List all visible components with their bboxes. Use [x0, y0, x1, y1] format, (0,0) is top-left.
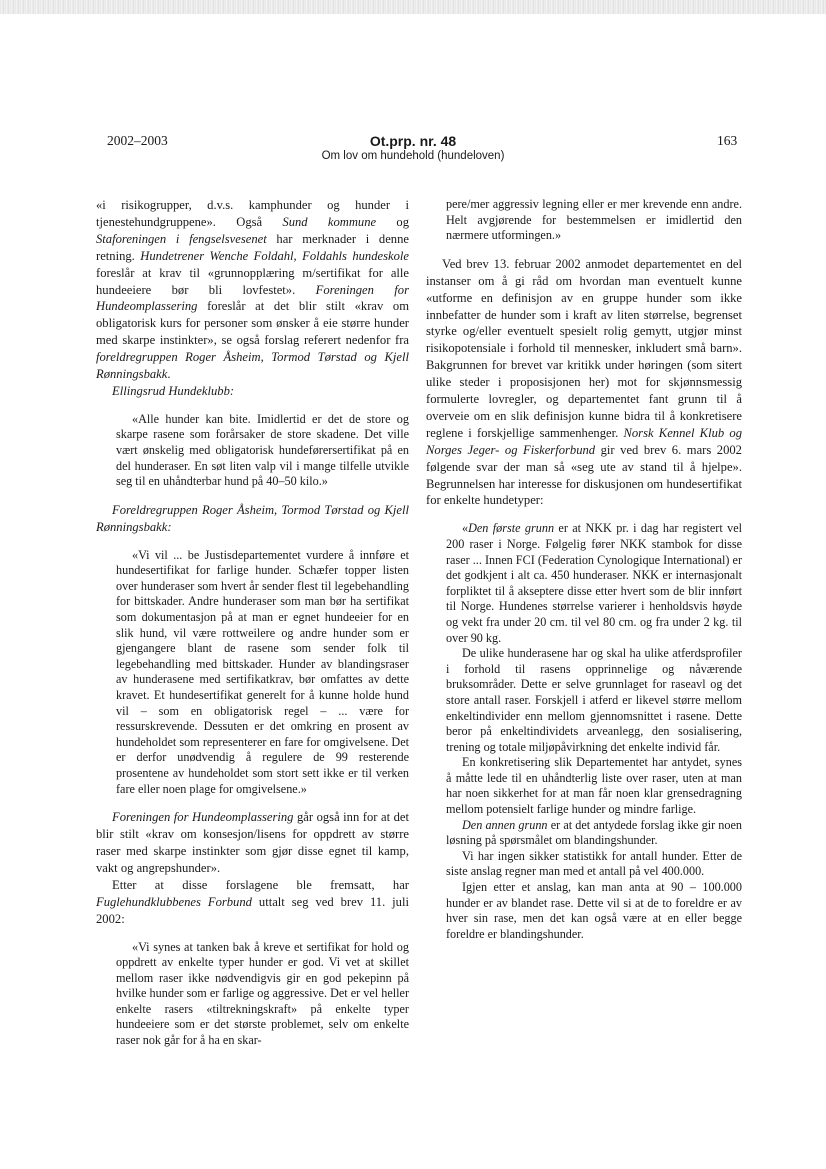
header-center — [0, 133, 826, 164]
quote-paragraph: Den annen grunn er at det antydede forslag ikke gir noen løsning på spørsmålet om blandingshunder. — [446, 817, 742, 848]
scan-border — [0, 0, 826, 14]
right-column — [426, 197, 742, 954]
quote-paragraph: Igjen etter et anslag, kan man anta at 90 – 100.000 hunder er av blandet rase. Dette vil si at de to foreldre er av hver sin rase, men det kan også være at en eller begge foreldre er blandingshunder. — [446, 880, 742, 941]
header-year: 2002–2003 — [107, 133, 168, 148]
quote-block: «Vi synes at tanken bak å kreve et sertifikat for hold og oppdrett av enkelte typer hunder er god. Vi vet at skillet mellom raser ikke nødvendigvis gir en god pekepinn på hvilke hunder som er farlige og aggressive. Det er vel heller enkelte rasers «tiltrekningskraft» på enkelte typer hundeeiere som er det største problemet, selv om enkelte raser nok går for å ha en skar- — [116, 939, 409, 1048]
document-title: Ot.prp. nr. 48 — [369, 133, 457, 149]
quote-block — [446, 521, 742, 942]
quote-continuation: pere/mer aggressiv legning eller er mer krevende enn andre. Helt avgjørende for bestemmelsen er imidlertid den nærmere utformingen.» — [446, 197, 742, 243]
quote-paragraph: Vi har ingen sikker statistikk for antall hunder. Etter de siste anslag regner man med et antall på vel 400.000. — [446, 848, 742, 879]
document-subtitle: Om lov om hundehold (hundeloven) — [321, 150, 505, 162]
page-number: 163 — [717, 133, 738, 148]
source-heading: Foreldregruppen Roger Åsheim, Tormod Tørstad og Kjell Rønningsbakk: — [96, 502, 409, 534]
paragraph: «i risikogrupper, d.v.s. kamphunder og hunder i tjenestehundgruppene». Også Sund kommune og Staforeningen i fengselsvesenet har merknader i denne retning. Hundetrener Wenche Foldahl, Foldahls hundeskole foreslår at krav til «grunnopplæring m/sertifikat for alle hundeeiere bør bli lovfestet». Foreningen for Hundeomplassering foreslår at det blir stilt «krav om obligatorisk kurs for personer som ønsker å eie større hunder med skarpe instinkter», se også forslag referert nedenfor fra foreldregruppen Roger Åsheim, Tormod Tørstad og Kjell Rønningsbakk. — [96, 198, 409, 382]
quote-paragraph: En konkretisering slik Departementet har antydet, synes å måtte lede til en uhåndterlig liste over raser, uten at man har noen sikkerhet for at man får noen klar grensedragning mellom potensielt farlige hunder og mindre farlige. — [446, 755, 742, 817]
quote-block: «Alle hunder kan bite. Imidlertid er det de store og skarpe rasene som forårsaker de store skadene. Det ville vært ønskelig med obligatorisk hundeførersertifikat på en del hunderaser. En søt liten valp vil i mange tilfelle utvikle seg til en uhåndterbar hund på 40–50 kilo.» — [116, 411, 409, 489]
quote-block: «Vi vil ... be Justisdepartementet vurdere å innføre et hundesertifikat for farlige hunder. Schæfer topper listen over hunderaser som hvert år sender flest til legebehandling for bittskader. Andre hunderaser som man bør ha sertifikat som dokumentasjon på at man er egnet hundeeier for en slik hund, vil være rottweilere og andre hunder som er gjengangere blant de rasene som sender folk til legebehandling med bittskader. Hunder av blandingsraser av hunderasene med sertifikatkrav, bør omfattes av dette kravet. Et hundesertifikat generelt for å kunne holde hund vil – som en obligatorisk regel – ... være for ressurskrevende. Dessuten er det omkring en prosent av hundeholdet som representerer en fare for omgivelsene. Det er derfor unødvendig å regulere de 99 resterende prosentene av hundeholdet som stort sett ikke er til verken fare eller noen plage for omgivelsene.» — [116, 547, 409, 796]
quote-paragraph: De ulike hunderasene har og skal ha ulike atferdsprofiler i forhold til rasens opprinnelige og nåværende bruksområder. Dette er selve grunnlaget for raseavl og det store antall raser. Forskjell i atferd er likevel større mellom enkeltindivider enn mellom gjennomsnittet i rasene. Dette beror på enkeltindividets arveanlegg, den sosialisering, trening og totale miljøpåvirkning det enkelte individ får. — [446, 646, 742, 754]
paragraph: Ved brev 13. februar 2002 anmodet departementet en del instanser om å gi råd om hvordan man eventuelt kunne «utforme en definisjon av en gruppe hunder som ikke innbefatter de hunder som i kraft av liten størrelse, begrenset styrke og/eller eventuelt spesielt rolig gemytt, utgjør minst risikopotensiale i forhold til mennesker, inkludert små barn». Bakgrunnen for brevet var kritikk under høringen (som sitert ulike steder i proposisjonen her) mot for skjønnsmessig formulerte lovregler, og departementet fant grunn til å overveie om en slik definisjon kunne bidra til å konkretisere reglene i forskjellige sammenhenger. Norsk Kennel Klub og Norges Jeger- og Fiskerforbund gir ved brev 6. mars 2002 følgende svar der man så «seg ute av stand til å hjelpe». Begrunnelsen har interesse for diskusjonen om hundesertifikat for enkelte hundetyper: — [426, 256, 742, 508]
quote-paragraph: «Den første grunn er at NKK pr. i dag har registert vel 200 raser i Norge. Følgelig fører NKK stambok for disse raser ... Innen FCI (Federation Cynologique International) er det godkjent i alt ca. 450 hunderaser. NKK er internasjonalt forpliktet til å akseptere disse etter hvert som de blir innført til Norge. Hundenes størrelse varierer i henholdsvis høyde og vekt fra under 20 cm. til vel 80 cm. og fra under 2 kg. til over 90 kg. — [446, 521, 743, 645]
left-column — [96, 197, 409, 1061]
source-heading: Ellingsrud Hundeklubb: — [112, 383, 235, 398]
paragraph: Foreningen for Hundeomplassering går også inn for at det blir stilt «krav om konsesjon/lisens for oppdrett av større raser med skarpe instinkter som gjør disse egnet til kamp, vakt og angrepshunder». — [96, 810, 409, 875]
paragraph: Etter at disse forslagene ble fremsatt, har Fuglehundklubbenes Forbund uttalt seg ved brev 11. juli 2002: — [96, 877, 409, 926]
